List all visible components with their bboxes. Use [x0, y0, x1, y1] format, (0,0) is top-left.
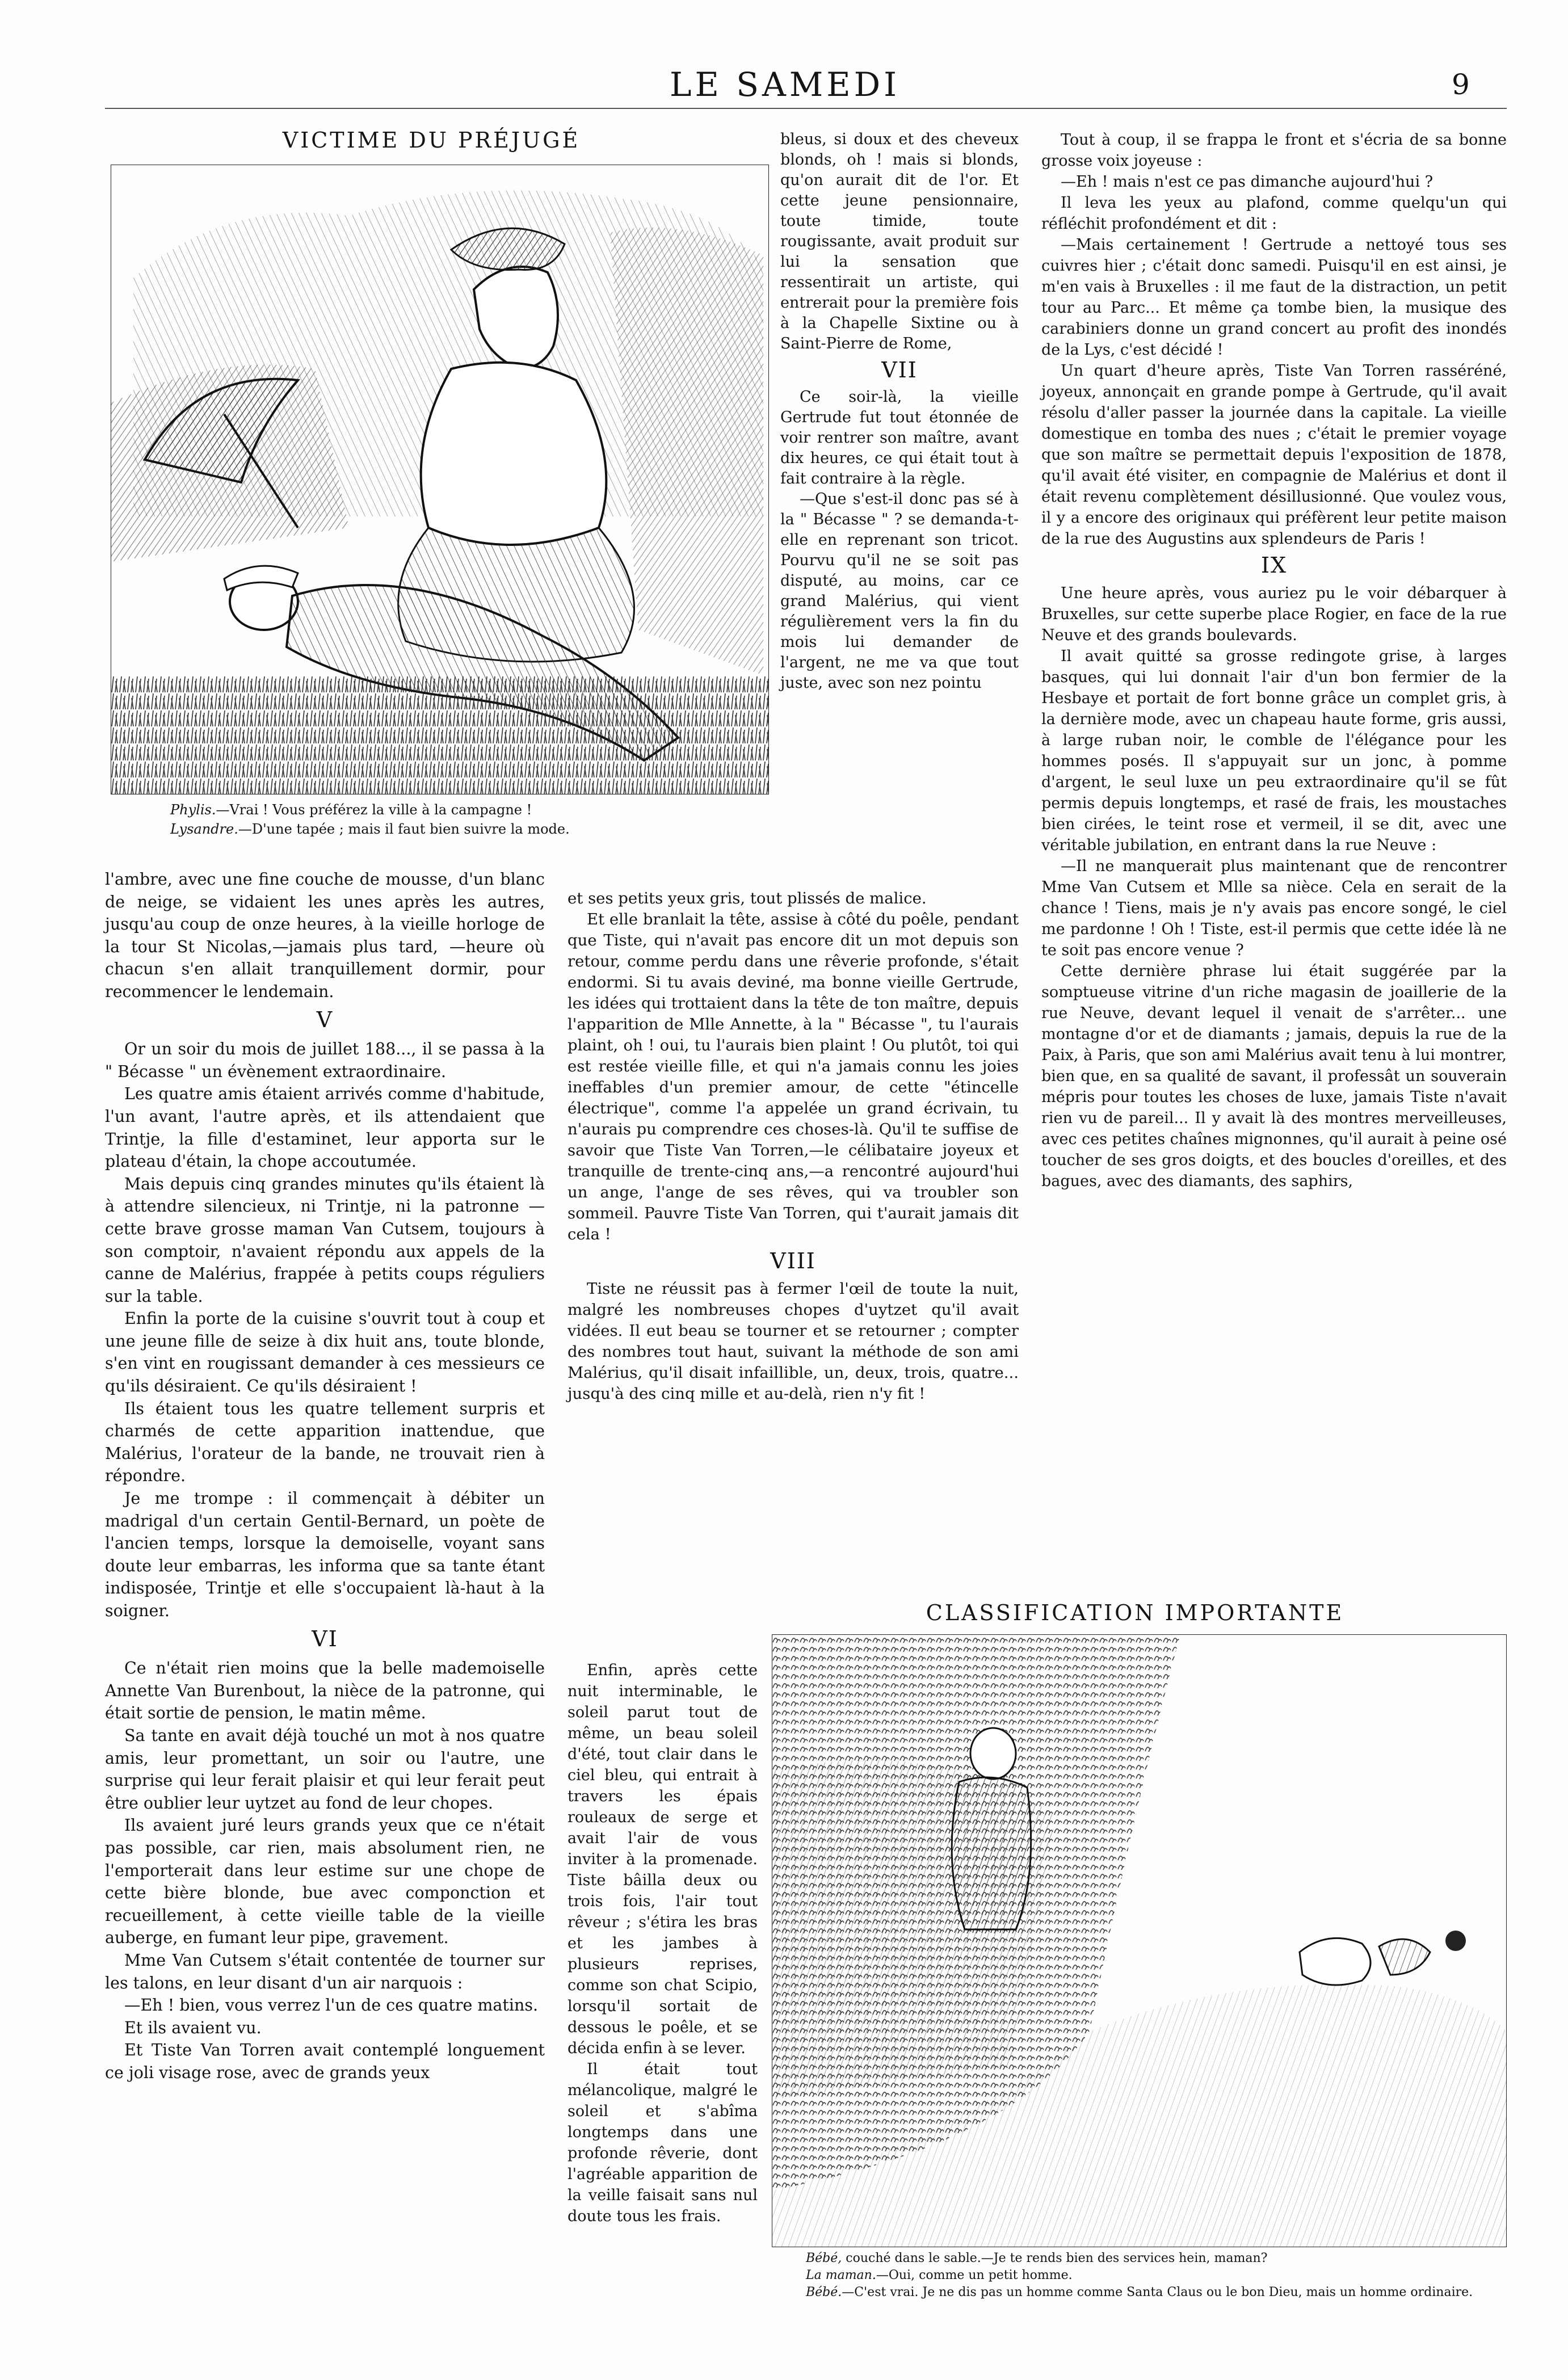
- story-title-classification: CLASSIFICATION IMPORTANTE: [926, 1600, 1344, 1625]
- paragraph: Or un soir du mois de juillet 188..., il se passa à la " Bécasse " un évènement extraordinaire.: [105, 1040, 545, 1081]
- paragraph: Un quart d'heure après, Tiste Van Torren rasséréné, joyeux, annonçait en grande pompe à Gertrude, qu'il avait résolu d'aller passer la journée dans la capitale. La vieille domestique en tomba des nues ; c'était le premier voyage que son maître se permettait depuis l'exposition de 1878, qu'il avait été visiter, en compagnie de Malérius et dont il était revenu complètement désillusionné. Que voulez vous, il y a encore des originaux qui préfèrent leur petite maison de la rue des Augustins aux splendeurs de Paris !: [1041, 362, 1507, 548]
- paragraph: Tiste ne réussit pas à fermer l'œil de toute la nuit, malgré les nombreuses chopes d'uytzet qu'il avait vidées. Il eut beau se tourner et se retourner ; compter des nombres tout haut, suivant la méthode de son ami Malérius, qu'il disait infaillible, un, deux, trois, quatre... jusqu'à des cinq mille et au-delà, rien n'y fit !: [567, 1280, 1019, 1403]
- column-2-bottom: [567, 1660, 758, 2227]
- paragraph: —Mais certainement ! Gertrude a nettoyé tous ses cuivres hier ; c'était donc samedi. Puisqu'il en est ainsi, je m'en vais à Bruxelles : il me faut de la distraction, un petit tour au Parc... Et même ça tombe bien, la musique des carabiniers donne un grand concert au profit des inondés de la Lys, c'est décidé !: [1041, 236, 1507, 359]
- paragraph: —Eh ! bien, vous verrez l'un de ces quatre matins.: [124, 1996, 539, 2015]
- paragraph: Ce n'était rien moins que la belle mademoiselle Annette Van Burenbout, la nièce de la patronne, qui était sortie de pension, le matin même.: [105, 1659, 545, 1723]
- caption-beach-child: [806, 2250, 1510, 2301]
- caption-line: [170, 800, 766, 819]
- story-title-victime: VICTIME DU PRÉJUGÉ: [282, 128, 581, 153]
- caption-line: [806, 2250, 1510, 2267]
- paragraph: l'ambre, avec une fine couche de mousse, d'un blanc de neige, se vidaient les unes après les autres, jusqu'au coup de onze heures, à la vieille horloge de la tour St Nicolas,—jamais plus tard, —heure où chacun s'en allait tranquillement dormir, pour recommencer le lendemain.: [105, 870, 545, 1001]
- caption-speaker: La maman.: [806, 2268, 876, 2282]
- caption-speaker: Lysandre.: [170, 821, 238, 837]
- illustration-picnic: [111, 165, 769, 794]
- illustration-beach-child: [772, 1634, 1507, 2247]
- section-heading: IX: [1260, 553, 1288, 578]
- column-2-top: [780, 129, 1019, 693]
- caption-speaker: Bébé.: [806, 2285, 842, 2299]
- paragraph: Mme Van Cutsem s'était contentée de tourner sur les talons, en leur disant d'un air narquois :: [105, 1950, 545, 1992]
- paragraph: Une heure après, vous auriez pu le voir débarquer à Bruxelles, sur cette superbe place Rogier, en face de la rue Neuve et des grands boulevards.: [1041, 585, 1507, 644]
- header-rule: [105, 108, 1507, 109]
- caption-text: —C'est vrai. Je ne dis pas un homme comme Santa Claus ou le bon Dieu, mais un homme ordinaire.: [842, 2285, 1473, 2299]
- paragraph: Il était tout mélancolique, malgré le soleil et s'abîma longtemps dans une profonde rêverie, dont l'agréable apparition de la veille faisait sans nul doute tous les frais.: [567, 2061, 758, 2225]
- column-2-middle: [567, 888, 1019, 1405]
- section-heading: VI: [312, 1626, 338, 1651]
- paragraph: Et elle branlait la tête, assise à côté du poêle, pendant que Tiste, qui n'avait pas encore dit un mot depuis son retour, comme perdu dans une rêverie profonde, s'était endormi. Si tu avais deviné, ma bonne vieille Gertrude, les idées qui trottaient dans la tête de ton maître, depuis l'apparition de Mlle Annette, à la " Bécasse ", tu l'aurais plaint, oh ! oui, tu l'aurais bien plaint ! Ou plutôt, toi qui est restée vieille fille, et qui n'a jamais connu les joies ineffables d'un premier amour, de cette "étincelle électrique", comme l'a appelée un grand écrivain, tu n'aurais pu comprendre ces choses-là. Qu'il te suffise de savoir que Tiste Van Torren,—le célibataire joyeux et tranquille de trente-cinq ans,—a rencontré aujourd'hui un ange, l'ange de ses rêves, qui va troubler son sommeil. Pauvre Tiste Van Torren, qui t'aurait jamais dit cela !: [567, 910, 1019, 1243]
- section-heading: VIII: [770, 1248, 816, 1273]
- paragraph: Je me trompe : il commençait à débiter un madrigal d'un certain Gentil-Bernard, un poète de l'ancien temps, lorsque la demoiselle, voyant sans doute leur embarras, les informa que sa tante étant indisposée, Trintje et elle s'occupaient là-haut à la soigner.: [105, 1489, 545, 1620]
- paragraph: et ses petits yeux gris, tout plissés de malice.: [567, 889, 927, 907]
- paragraph: bleus, si doux et des cheveux blonds, oh ! mais si blonds, qu'on aurait dit de l'or. Et cette jeune pensionnaire, toute timide, toute rougissante, avait produit sur lui la sensation que ressentirait un artiste, qui entrerait pour la première fois à la Chapelle Sixtine ou à Saint-Pierre de Rome,: [780, 131, 1019, 352]
- paragraph: —Que s'est-il donc pas sé à la " Bécasse " ? se demanda-t-elle en reprenant son tricot. Pourvu qu'il ne se soit pas disputé, au moins, car ce grand Malérius, qui vient régulièrement vers la fin du mois lui demander de l'argent, ne me va que tout juste, avec son nez pointu: [780, 490, 1019, 692]
- caption-line: [806, 2267, 1510, 2284]
- column-1: [105, 868, 545, 2084]
- paragraph: —Il ne manquerait plus maintenant que de rencontrer Mme Van Cutsem et Mlle sa nièce. Cela en serait de la chance ! Tiens, mais je n'y avais pas encore songé, le ciel me pardonne ! Oh ! Tiste, est-il permis que cette idée là ne te soit pas encore venue ?: [1041, 857, 1507, 959]
- paragraph: —Eh ! mais n'est ce pas dimanche aujourd'hui ?: [1061, 173, 1434, 191]
- paragraph: Enfin, après cette nuit interminable, le soleil parut tout de même, un beau soleil d'été, tout clair dans le ciel bleu, qui entrait à travers les épais rouleaux de serge et avait l'air de vous inviter à la promenade. Tiste bâilla deux ou trois fois, l'air tout rêveur ; s'étira les bras et les jambes à plusieurs reprises, comme son chat Scipio, lorsqu'il sortait de dessous le poêle, et se décida enfin à se lever.: [567, 1662, 758, 2057]
- section-heading: VII: [881, 358, 918, 382]
- caption-text: —Oui, comme un petit homme.: [876, 2268, 1073, 2282]
- caption-text: —Vrai ! Vous préférez la ville à la campagne !: [216, 802, 532, 818]
- paragraph: Ils étaient tous les quatre tellement surpris et charmés de cette apparition inattendue, que Malérius, l'orateur de la bande, ne trouvait rien à répondre.: [105, 1399, 545, 1486]
- paragraph: Tout à coup, il se frappa le front et s'écria de sa bonne grosse voix joyeuse :: [1041, 131, 1507, 170]
- paragraph: Et Tiste Van Torren avait contemplé longuement ce joli visage rose, avec de grands yeux: [105, 2041, 545, 2082]
- paragraph: Et ils avaient vu.: [124, 2018, 262, 2037]
- paragraph: Enfin la porte de la cuisine s'ouvrit tout à coup et une jeune fille de seize à dix huit ans, toute blonde, s'en vint en rougissant demander à ces messieurs ce qu'ils désiraient. Ce qu'ils désiraient !: [105, 1309, 545, 1396]
- paragraph: Il leva les yeux au plafond, comme quelqu'un qui réfléchit profondément et dit :: [1041, 194, 1507, 233]
- paragraph: Cette dernière phrase lui était suggérée par la somptueuse vitrine d'un riche magasin de joaillerie de la rue Neuve, devant lequel il venait de s'arrêter... une montagne d'or et de diamants ; jamais, depuis la rue de la Paix, à Paris, que son ami Malérius avait tenu à lui montrer, bien que, en sa qualité de savant, il professât un souverain mépris pour toutes les choses de luxe, jamais Tiste n'avait rien vu de pareil... Il y avait là des montres merveilleuses, avec ces petites chaînes mignonnes, qu'il aurait à peine osé toucher de ses gros doigts, et des boucles d'oreilles, et des bagues, avec des diamants, des saphirs,: [1041, 962, 1507, 1190]
- page-header-title: LE SAMEDI: [670, 65, 901, 104]
- paragraph: Mais depuis cinq grandes minutes qu'ils étaient là à attendre silencieux, ni Trintje, ni la patronne —cette brave grosse maman Van Cutsem, toujours à son comptoir, n'avaient répondu aux appels de la canne de Malérius, frappée à petits coups réguliers sur la table.: [105, 1174, 545, 1306]
- caption-speaker: Phylis.: [170, 802, 216, 818]
- column-3: [1041, 129, 1507, 1192]
- caption-text: —D'une tapée ; mais il faut bien suivre la mode.: [238, 821, 570, 837]
- paragraph: Sa tante en avait déjà touché un mot à nos quatre amis, leur promettant, un soir ou l'autre, une surprise qui leur ferait plaisir et qui leur ferait peut être oublier leur uytzet au fond de leur chopes.: [105, 1726, 545, 1813]
- caption-line: [806, 2284, 1510, 2301]
- caption-line: [170, 819, 766, 839]
- paragraph: Ce soir-là, la vieille Gertrude fut tout étonnée de voir rentrer son maître, avant dix heures, ce qui était tout à fait contraire à la règle.: [780, 388, 1019, 487]
- page-number: 9: [1452, 68, 1473, 101]
- caption-text: couché dans le sable.—Je te rends bien des services hein, maman?: [842, 2251, 1268, 2265]
- paragraph: Les quatre amis étaient arrivés comme d'habitude, l'un avant, l'autre après, et ils attendaient que Trintje, la fille d'estaminet, leur apporta sur le plateau d'étain, la chope accoutumée.: [105, 1084, 545, 1171]
- section-heading: V: [316, 1007, 334, 1032]
- caption-picnic: [170, 800, 766, 839]
- paragraph: Il avait quitté sa grosse redingote grise, à larges basques, qui lui donnait l'air d'un bon fermier de la Hesbaye et portait de fort bonne grâce un complet gris, à la dernière mode, avec un chapeau haute forme, gris aussi, à large ruban noir, le comble de l'élégance pour les hommes posés. Il s'appuyait sur un jonc, à pomme d'argent, le seul luxe un peu extraordinaire qu'il se fût permis depuis longtemps, et rasé de frais, les moustaches bien cirées, le teint rose et vermeil, il se dit, avec une véritable jubilation, en entrant dans la rue Neuve :: [1041, 647, 1507, 854]
- caption-speaker: Bébé,: [806, 2251, 842, 2265]
- paragraph: Ils avaient juré leurs grands yeux que ce n'était pas possible, car rien, mais absolument rien, ne l'emporterait dans leur estime sur une chope de cette bière blonde, bue avec componction et recueillement, à cette vieille table de la vieille auberge, en fumant leur pipe, gravement.: [105, 1816, 545, 1948]
